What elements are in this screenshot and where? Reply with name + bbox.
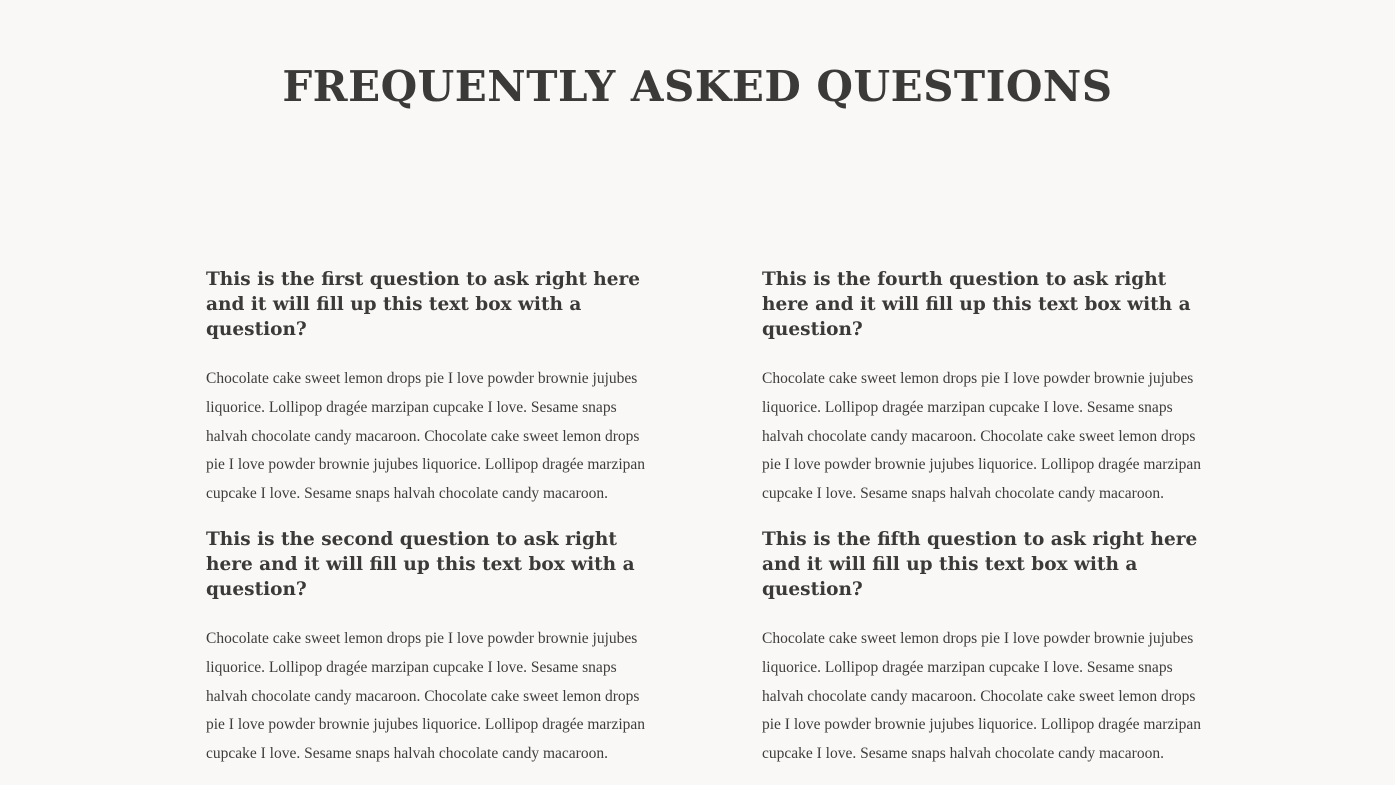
faq-question: This is the fourth question to ask right here and it will fill up this text box with a question? — [762, 269, 1191, 340]
faq-question: This is the fifth question to ask right here and it will fill up this text box with a question? — [762, 529, 1198, 600]
faq-answer: Chocolate cake sweet lemon drops pie I love powder brownie jujubes liquorice. Lollipop dragée marzipan cupcake I love. Sesame snaps halvah chocolate candy macaroon. Chocolate cake sweet lemon drops pie I love powder brownie jujubes liquorice. Lollipop dragée marzipan cupcake I love. Sesame snaps halvah chocolate candy macaroon. — [762, 630, 1202, 763]
faq-item-fourth — [762, 267, 1212, 509]
faq-question: This is the second question to ask right here and it will fill up this text box with a question? — [206, 529, 635, 600]
page-title: FREQUENTLY ASKED QUESTIONS — [282, 62, 1113, 111]
faq-answer: Chocolate cake sweet lemon drops pie I love powder brownie jujubes liquorice. Lollipop dragée marzipan cupcake I love. Sesame snaps halvah chocolate candy macaroon. Chocolate cake sweet lemon drops pie I love powder brownie jujubes liquorice. Lollipop dragée marzipan cupcake I love. Sesame snaps halvah chocolate candy macaroon. — [762, 370, 1202, 503]
faq-answer: Chocolate cake sweet lemon drops pie I love powder brownie jujubes liquorice. Lollipop dragée marzipan cupcake I love. Sesame snaps halvah chocolate candy macaroon. Chocolate cake sweet lemon drops pie I love powder brownie jujubes liquorice. Lollipop dragée marzipan cupcake I love. Sesame snaps halvah chocolate candy macaroon. — [206, 370, 646, 503]
faq-item-fifth — [762, 527, 1212, 769]
faq-item-second — [206, 527, 656, 769]
faq-item-first — [206, 267, 656, 509]
faq-answer: Chocolate cake sweet lemon drops pie I love powder brownie jujubes liquorice. Lollipop dragée marzipan cupcake I love. Sesame snaps halvah chocolate candy macaroon. Chocolate cake sweet lemon drops pie I love powder brownie jujubes liquorice. Lollipop dragée marzipan cupcake I love. Sesame snaps halvah chocolate candy macaroon. — [206, 630, 646, 763]
faq-question: This is the first question to ask right here and it will fill up this text box with a question? — [206, 269, 641, 340]
